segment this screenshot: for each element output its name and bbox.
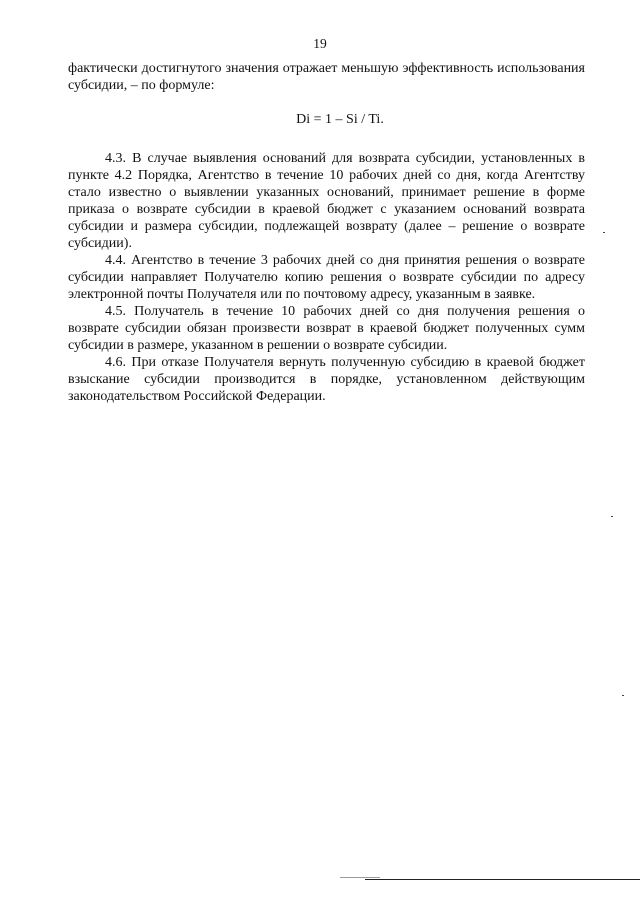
scan-speck (622, 695, 624, 696)
clause-4-5: 4.5. Получатель в течение 10 рабочих дней со дня получения решения о возврате субсидии обязан произвести возврат в краевой бюджет полученных сумм субсидии в размере, указанном в решении о возврате субсидии. (68, 304, 585, 353)
clauses-block (68, 150, 585, 405)
intro-paragraph: фактически достигнутого значения отражает меньшую эффективность использования субсидии, – по формуле: (68, 61, 585, 93)
scan-edge-line (365, 879, 640, 880)
formula: Di = 1 – Si / Ti. (296, 112, 384, 127)
intro-paragraph-block (68, 60, 585, 94)
page-number: 19 (313, 36, 327, 51)
scan-edge-line-faint (340, 877, 380, 878)
scan-speck (603, 232, 605, 233)
clause-4-6: 4.6. При отказе Получателя вернуть полученную субсидию в краевой бюджет взыскание субсидии производится в порядке, установленном действующим законодательством Российской Федерации. (68, 355, 585, 404)
scan-speck (611, 516, 613, 517)
clause-4-4: 4.4. Агентство в течение 3 рабочих дней со дня принятия решения о возврате субсидии направляет Получателю копию решения о возврате субсидии по адресу электронной почты Получателя или по почтовому адресу, указанным в заявке. (68, 253, 585, 302)
clause-4-3: 4.3. В случае выявления оснований для возврата субсидии, установленных в пункте 4.2 Порядка, Агентство в течение 10 рабочих дней со дня, когда Агентству стало известно о выявлении указанных оснований, принимает решение в форме приказа о возврате субсидии в краевой бюджет с указанием оснований возврата субсидии и размера субсидии, подлежащей возврату (далее – решение о возврате субсидии). (68, 151, 585, 251)
